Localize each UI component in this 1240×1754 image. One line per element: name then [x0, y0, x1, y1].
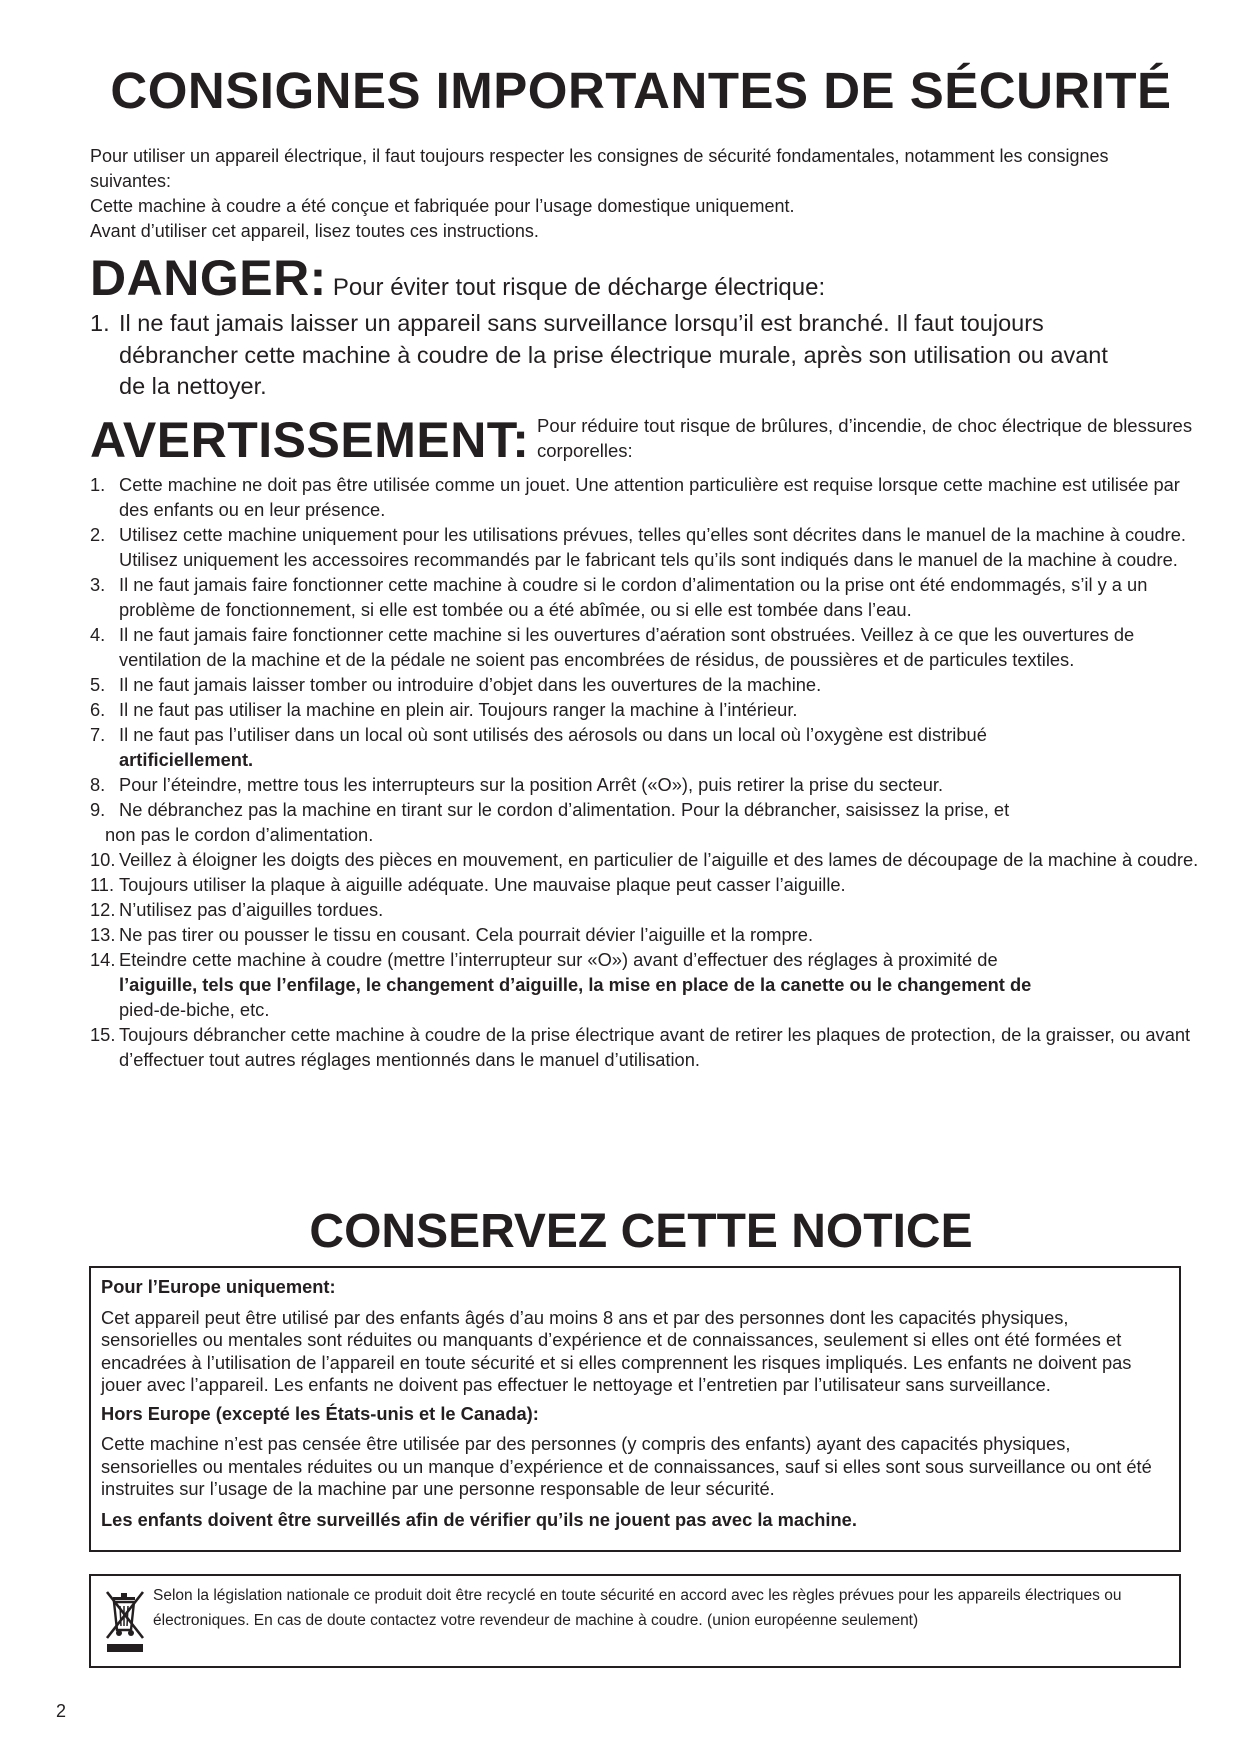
- list-item: [90, 697, 1202, 722]
- item-text: N’utilisez pas d’aiguilles tordues.: [119, 899, 384, 920]
- item-number: 2.: [90, 524, 106, 545]
- item-text: Pour l’éteindre, mettre tous les interrupteurs sur la position Arrêt («O»), puis retirer la prise du secteur.: [119, 774, 944, 795]
- item-text: Eteindre cette machine à coudre (mettre l’interrupteur sur «O») avant d’effectuer des réglages à proximité de: [119, 949, 998, 970]
- item-text: Cette machine ne doit pas être utilisée comme un jouet. Une attention particulière est requise lorsque cette machine est utilisée par des enfants ou en leur présence.: [119, 474, 1180, 520]
- item-number: 7.: [90, 724, 106, 745]
- recycling-text: Selon la législation nationale ce produit doit être recyclé en toute sécurité en accord avec les règles prévues pour les appareils électriques ou électroniques. En cas de doute contactez votre revendeur de machine à coudre. (union européenne seulement): [153, 1587, 1122, 1629]
- warning-label: AVERTISSEMENT:: [90, 412, 530, 468]
- item-text: Il ne faut pas utiliser la machine en plein air. Toujours ranger la machine à l’intérieur.: [119, 699, 798, 720]
- list-item: [90, 472, 1202, 522]
- list-item: [90, 772, 1202, 797]
- recycling-notice-box: [89, 1574, 1181, 1668]
- item-number: 6.: [90, 699, 106, 720]
- item-number: 5.: [90, 674, 106, 695]
- item-text: Ne pas tirer ou pousser le tissu en cousant. Cela pourrait dévier l’aiguille et la rompre.: [119, 924, 814, 945]
- list-item: [90, 897, 1202, 922]
- non-eu-section-title: Hors Europe (excepté les États-unis et le Canada):: [101, 1402, 539, 1424]
- item-text: Il ne faut jamais laisser un appareil sans surveillance lorsqu’il est branché. Il faut toujours débrancher cette machine à coudre de la prise électrique murale, après son utilisation ou avant de la nettoyer.: [119, 310, 1108, 399]
- item-text: Utilisez uniquement les accessoires recommandés par le fabricant tels qu’ils sont indiqués dans le manuel de la machine à coudre.: [119, 549, 1178, 570]
- item-number: 1.: [90, 474, 106, 495]
- item-text: Veillez à éloigner les doigts des pièces en mouvement, en particulier de l’aiguille et des lames de découpage de la machine à coudre.: [119, 849, 1199, 870]
- item-body: [119, 722, 1202, 772]
- item-number: 10.: [90, 849, 116, 870]
- warning-heading: [90, 410, 1210, 474]
- danger-list: [90, 308, 1140, 403]
- non-eu-section-text: Cette machine n’est pas censée être utilisée par des personnes (y compris des enfants) ayant des capacités physiques, sensorielles ou mentales réduites ou un manque d’expérience et de connaissances, sauf si elles sont sous surveillance ou ont été instruites sur l’usage de la machine par une personne responsable de leur sécurité.: [101, 1433, 1152, 1499]
- intro-paragraph: Avant d’utiliser cet appareil, lisez toutes ces instructions.: [90, 221, 539, 241]
- item-number: 15.: [90, 1024, 116, 1045]
- intro-section: [90, 144, 1192, 244]
- list-item: [90, 522, 1202, 572]
- list-item: [90, 722, 1202, 772]
- item-number: 11.: [90, 874, 115, 895]
- list-item: [90, 872, 1202, 897]
- warning-list: [90, 472, 1202, 1072]
- list-item: [90, 797, 1202, 847]
- page-number: 2: [56, 1701, 67, 1721]
- danger-subheading: Pour éviter tout risque de décharge électrique:: [332, 274, 826, 301]
- item-text: Il ne faut jamais laisser tomber ou introduire d’objet dans les ouvertures de la machine.: [119, 674, 822, 695]
- item-text: non pas le cordon d’alimentation.: [105, 824, 374, 845]
- list-item: [90, 622, 1202, 672]
- item-text: Toujours débrancher cette machine à coudre de la prise électrique avant de retirer les plaques de protection, de la graisser, ou avant d’effectuer tout autres réglages mentionnés dans le manuel d’utilisation.: [119, 1024, 1191, 1070]
- item-number: 13.: [90, 924, 116, 945]
- item-text: pied-de-biche, etc.: [119, 999, 270, 1020]
- item-text-bold: artificiellement.: [119, 749, 254, 770]
- item-text: Ne débranchez pas la machine en tirant sur le cordon d’alimentation. Pour la débrancher, saisissez la prise, et: [119, 799, 1010, 820]
- danger-label: DANGER:: [90, 250, 327, 306]
- item-number: 14.: [90, 949, 116, 970]
- item-number: 1.: [90, 310, 110, 336]
- item-number: 12.: [90, 899, 116, 920]
- danger-heading: [90, 248, 1192, 310]
- eu-section-text: Cet appareil peut être utilisé par des enfants âgés d’au moins 8 ans et par des personnes dont les capacités physiques, sensorielles ou mentales sont réduites ou manquants d’expérience et de connaissances, seulement si elles ont été formées et encadrées à l’utilisation de l’appareil en toute sécurité et si elles comprennent les risques impliqués. Les enfants ne doivent pas jouer avec l’appareil. Les enfants ne doivent pas effectuer le nettoyage et l’entretien par l’utilisateur sans surveillance.: [101, 1306, 1132, 1395]
- page-title: CONSIGNES IMPORTANTES DE SÉCURITÉ: [110, 62, 1172, 119]
- item-body: [119, 522, 1202, 572]
- item-text: Il ne faut jamais faire fonctionner cette machine à coudre si le cordon d’alimentation ou la prise ont été endommagés, s’il y a un problème de fonctionnement, si elle est tombée ou a été abîmée, ou si elle est tombée dans l’eau.: [119, 574, 1148, 620]
- eu-section-title: Pour l’Europe uniquement:: [101, 1276, 336, 1297]
- crossed-out-wheelie-bin-icon: [103, 1586, 147, 1656]
- item-text: Il ne faut jamais faire fonctionner cette machine si les ouvertures d’aération sont obstruées. Veillez à ce que les ouvertures de ventilation de la machine et de la pédale ne soient pas encombrées de résidus, de poussières et de particules textiles.: [119, 624, 1135, 670]
- item-number: 8.: [90, 774, 106, 795]
- item-number: 4.: [90, 624, 106, 645]
- item-text: Toujours utiliser la plaque à aiguille adéquate. Une mauvaise plaque peut casser l’aiguille.: [119, 874, 846, 895]
- item-text-bold: l’aiguille, tels que l’enfilage, le changement d’aiguille, la mise en place de la canette ou le changement de: [119, 974, 1032, 995]
- list-item: [90, 847, 1202, 872]
- warning-subheading: Pour réduire tout risque de brûlures, d’incendie, de choc électrique de blessures corporelles:: [537, 415, 1193, 461]
- children-warning: Les enfants doivent être surveillés afin de vérifier qu’ils ne jouent pas avec la machine.: [101, 1508, 857, 1530]
- item-text: Il ne faut pas l’utiliser dans un local où sont utilisés des aérosols ou dans un local où l’oxygène est distribué: [119, 724, 987, 745]
- item-body: [105, 797, 1202, 847]
- europe-notice-box: [89, 1266, 1181, 1552]
- list-item: [90, 947, 1202, 1022]
- list-item: [90, 1022, 1202, 1072]
- item-number: 9.: [90, 799, 106, 820]
- intro-paragraph: Cette machine à coudre a été conçue et fabriquée pour l’usage domestique uniquement.: [90, 196, 795, 216]
- list-item: [90, 572, 1202, 622]
- list-item: [90, 922, 1202, 947]
- list-item: [90, 672, 1202, 697]
- save-notice-heading: CONSERVEZ CETTE NOTICE: [309, 1205, 973, 1258]
- item-text: Utilisez cette machine uniquement pour les utilisations prévues, telles qu’elles sont décrites dans le manuel de la machine à coudre.: [119, 524, 1186, 545]
- list-item: [90, 308, 1140, 403]
- intro-paragraph: Pour utiliser un appareil électrique, il faut toujours respecter les consignes de sécurité fondamentales, notamment les consignes suivantes:: [90, 146, 1109, 191]
- item-body: [119, 947, 1202, 1022]
- item-number: 3.: [90, 574, 106, 595]
